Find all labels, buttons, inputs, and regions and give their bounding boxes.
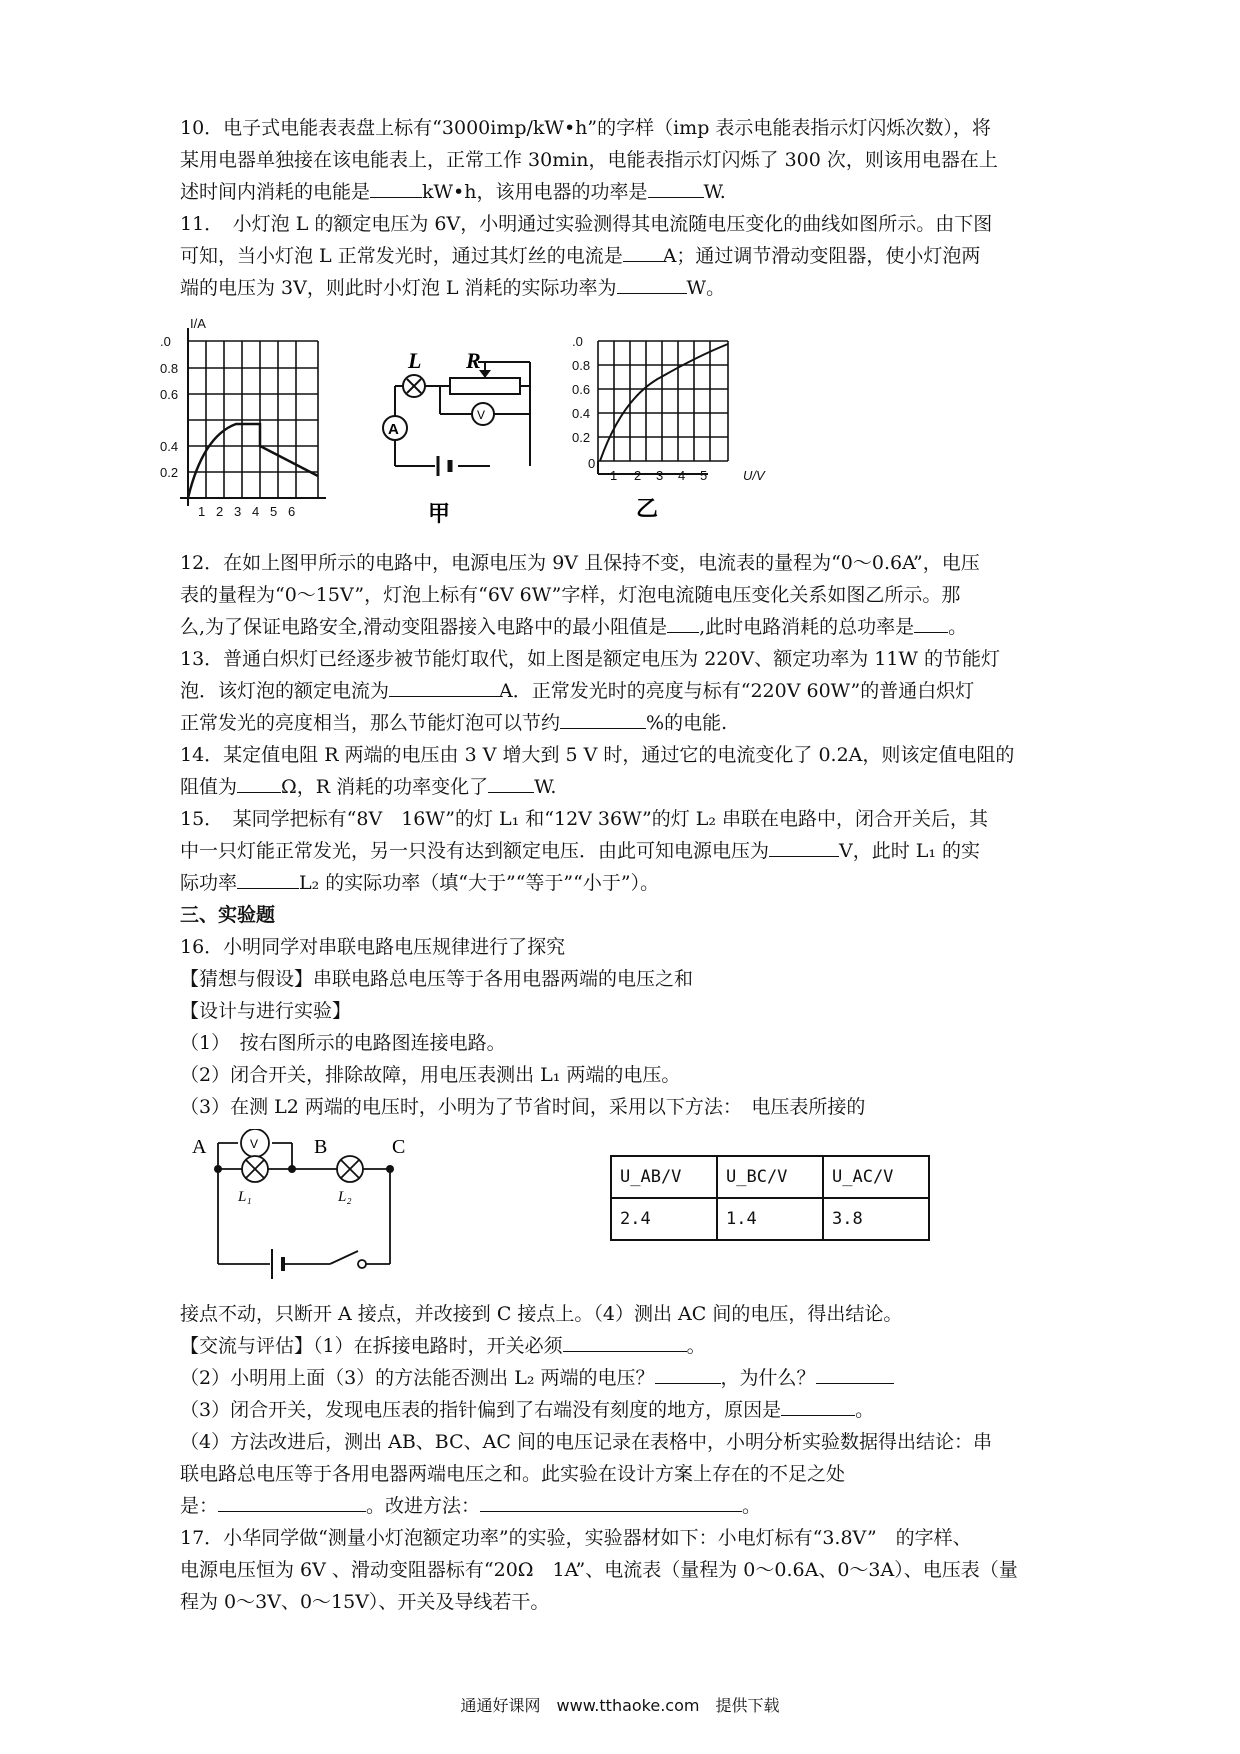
q15-line2: 中一只灯能正常发光，另一只没有达到额定电压．由此可知电源电压为 V，此时 L₁ 的实: [180, 840, 981, 862]
q16-eval5: 联电路总电压等于各用电器两端电压之和。此实验在设计方案上存在的不足之处: [180, 1463, 846, 1485]
answer-blank[interactable]: [648, 179, 704, 198]
x-tick: 3: [234, 504, 242, 519]
x-tick: 2: [634, 468, 642, 483]
x-tick: 6: [288, 504, 296, 519]
lamp-l1-label: L₁: [238, 1189, 252, 1205]
x-tick: 2: [216, 504, 224, 519]
figure-caption: 乙: [636, 497, 659, 522]
x-tick: 4: [252, 504, 260, 519]
question-12: [180, 547, 1070, 643]
rheostat-label: R: [466, 348, 481, 373]
answer-blank[interactable]: [237, 870, 299, 889]
iv-graph-yi: [568, 316, 798, 541]
q13-line1: 13．普通白炽灯已经逐步被节能灯取代，如上图是额定电压为 220V、额定功率为 11W 的节能灯: [180, 648, 1000, 670]
y-tick: 0.6: [160, 387, 179, 402]
x-tick: 1: [198, 504, 206, 519]
y-tick: 0.6: [572, 382, 591, 397]
x-tick: 5: [700, 468, 708, 483]
y-tick: 0.2: [572, 430, 591, 445]
q16-step4: 接点不动，只断开 A 接点，并改接到 C 接点上。（4）测出 AC 间的电压，得出结论。: [180, 1303, 903, 1325]
q12-line2: 表的量程为“0～15V”，灯泡上标有“6V 6W”字样，灯泡电流随电压变化关系如图乙所示。那: [180, 584, 961, 606]
voltmeter-label: V: [250, 1137, 259, 1151]
table-cell: 1.4: [717, 1198, 823, 1240]
table-header-cell: U_BC/V: [717, 1156, 823, 1198]
y-axis-label: I/A: [190, 316, 206, 331]
question-10: [180, 112, 1070, 208]
question-17: [180, 1522, 1070, 1618]
voltmeter-label: V: [477, 408, 486, 422]
y-tick: .0: [160, 334, 171, 349]
q11-line2: 可知，当小灯泡 L 正常发光时，通过其灯丝的电流是 A；通过调节滑动变阻器，使小灯泡两: [180, 245, 981, 267]
y-tick: 0.8: [572, 358, 591, 373]
question-15: [180, 803, 1070, 899]
question-16: [180, 931, 1070, 1522]
node-a-label: A: [192, 1136, 207, 1158]
y-tick: 0.2: [160, 465, 179, 480]
circuit-diagram-jia: [370, 316, 540, 541]
q10-line2: 某用电器单独接在该电能表上，正常工作 30min，电能表指示灯闪烁了 300 次，则该用电器在上: [180, 149, 998, 171]
q10-line1: 10．电子式电能表表盘上标有“3000imp/kW•h”的字样（imp 表示电能表指示灯闪烁次数），将: [180, 117, 991, 139]
section-heading: 三、实验题: [180, 904, 276, 926]
y-tick: 0.4: [572, 406, 591, 421]
table-header-cell: U_AB/V: [611, 1156, 717, 1198]
figures-row: [160, 316, 1070, 541]
answer-blank[interactable]: [769, 838, 839, 857]
q16-eval1: 【交流与评估】（1）在拆接电路时，开关必须 。: [180, 1335, 706, 1357]
table-header-row: [611, 1156, 929, 1198]
node-b-label: B: [314, 1136, 328, 1158]
y-tick: 0.8: [160, 361, 179, 376]
node-c-label: C: [392, 1136, 406, 1158]
answer-blank[interactable]: [816, 1365, 894, 1384]
q13-line3: 正常发光的亮度相当，那么节能灯泡可以节约 %的电能.: [180, 712, 728, 734]
answer-blank[interactable]: [563, 1333, 687, 1352]
q16-eval2: （2）小明用上面（3）的方法能否测出 L₂ 两端的电压？ ，为什么？: [180, 1362, 1070, 1394]
x-tick: 3: [656, 468, 664, 483]
x-tick: 5: [270, 504, 278, 519]
iv-graph-left: [158, 316, 338, 541]
answer-blank[interactable]: [488, 774, 534, 793]
page-footer: 通通好课网 www.tthaoke.com 提供下载: [460, 1696, 780, 1715]
table-header-cell: U_AC/V: [823, 1156, 929, 1198]
x-tick: 4: [678, 468, 686, 483]
answer-blank[interactable]: [560, 710, 646, 729]
answer-blank[interactable]: [370, 179, 422, 198]
q17-line3: 程为 0～3V、0～15V）、开关及导线若干。: [180, 1591, 550, 1613]
answer-blank[interactable]: [667, 614, 699, 633]
answer-blank[interactable]: [655, 1365, 721, 1384]
table-cell: 2.4: [611, 1198, 717, 1240]
q16-eval4: （4）方法改进后，测出 AB、BC、AC 间的电压记录在表格中，小明分析实验数据得出结论：串: [180, 1431, 992, 1453]
q16-eval6: 是： 。改进方法： 。: [180, 1495, 762, 1517]
x-tick: 1: [610, 468, 618, 483]
ammeter-label: A: [388, 421, 399, 438]
q16-step2: （2）闭合开关，排除故障，用电压表测出 L₁ 两端的电压。: [180, 1064, 681, 1086]
q16-design: 【设计与进行实验】: [180, 1000, 352, 1022]
answer-blank[interactable]: [781, 1397, 855, 1416]
answer-blank[interactable]: [389, 678, 499, 697]
y-tick: .0: [572, 334, 583, 349]
answer-blank[interactable]: [218, 1493, 366, 1512]
q12-line3: 么,为了保证电路安全,滑动变阻器接入电路中的最小阻值是 ,此时电路消耗的总功率是 。: [180, 616, 968, 638]
table-row: [611, 1198, 929, 1240]
q16-step3: （3）在测 L2 两端的电压时，小明为了节省时间，采用以下方法： 电压表所接的: [180, 1096, 866, 1118]
q16-step1: （1） 按右图所示的电路图连接电路。: [180, 1032, 506, 1054]
q15-line1: 15． 某同学把标有“8V 16W”的灯 L₁ 和“12V 36W”的灯 L₂ 串联在电路中，闭合开关后，其: [180, 808, 989, 830]
experiment-figure-row: [180, 1129, 1070, 1294]
question-13: [180, 643, 1070, 739]
q17-line1: 17．小华同学做“测量小灯泡额定功率”的实验，实验器材如下：小电灯标有“3.8V” 的字样、: [180, 1527, 972, 1549]
q11-line3: 端的电压为 3V，则此时小灯泡 L 消耗的实际功率为 W。: [180, 277, 726, 299]
document-body: [160, 112, 1070, 1618]
answer-blank[interactable]: [914, 614, 948, 633]
question-14: [180, 739, 1070, 803]
q17-line2: 电源电压恒为 6V 、滑动变阻器标有“20Ω 1A”、电流表（量程为 0～0.6A、0～3A）、电压表（量: [180, 1559, 1018, 1581]
q16-eval3: （3）闭合开关，发现电压表的指针偏到了右端没有刻度的地方，原因是 。: [180, 1399, 875, 1421]
q15-line3: 际功率 L₂ 的实际功率（填“大于”“等于”“小于”）。: [180, 872, 660, 894]
figure-caption: 甲: [428, 502, 451, 527]
q16-intro: 16．小明同学对串联电路电压规律进行了探究: [180, 936, 566, 958]
series-circuit-diagram: [180, 1129, 440, 1298]
x-axis-label: U/V: [743, 468, 765, 483]
voltage-data-table: [610, 1155, 930, 1241]
q14-line2: 阻值为 Ω，R 消耗的功率变化了 W.: [180, 776, 557, 798]
lamp-label: L: [408, 348, 422, 373]
q10-line3: 述时间内消耗的电能是 kW•h，该用电器的功率是 W.: [180, 181, 726, 203]
answer-blank[interactable]: [480, 1493, 742, 1512]
question-11: [180, 208, 1070, 304]
table-cell: 3.8: [823, 1198, 929, 1240]
q12-line1: 12．在如上图甲所示的电路中，电源电压为 9V 且保持不变，电流表的量程为“0～0.6A”，电压: [180, 552, 980, 574]
q13-line2: 泡．该灯泡的额定电流为 A．正常发光时的亮度与标有“220V 60W”的普通白炽灯: [180, 680, 975, 702]
q14-line1: 14．某定值电阻 R 两端的电压由 3 V 增大到 5 V 时，通过它的电流变化了 0.2A，则该定值电阻的: [180, 744, 1015, 766]
answer-blank[interactable]: [237, 774, 281, 793]
q16-hypothesis: 【猜想与假设】串联电路总电压等于各用电器两端的电压之和: [180, 968, 694, 990]
y-tick: 0.4: [160, 439, 179, 454]
lamp-l2-label: L₂: [338, 1189, 352, 1205]
q11-line1: 11． 小灯泡 L 的额定电压为 6V，小明通过实验测得其电流随电压变化的曲线如图所示。由下图: [180, 213, 993, 235]
y-tick: 0: [588, 456, 596, 471]
answer-blank[interactable]: [623, 243, 663, 262]
answer-blank[interactable]: [617, 275, 687, 294]
